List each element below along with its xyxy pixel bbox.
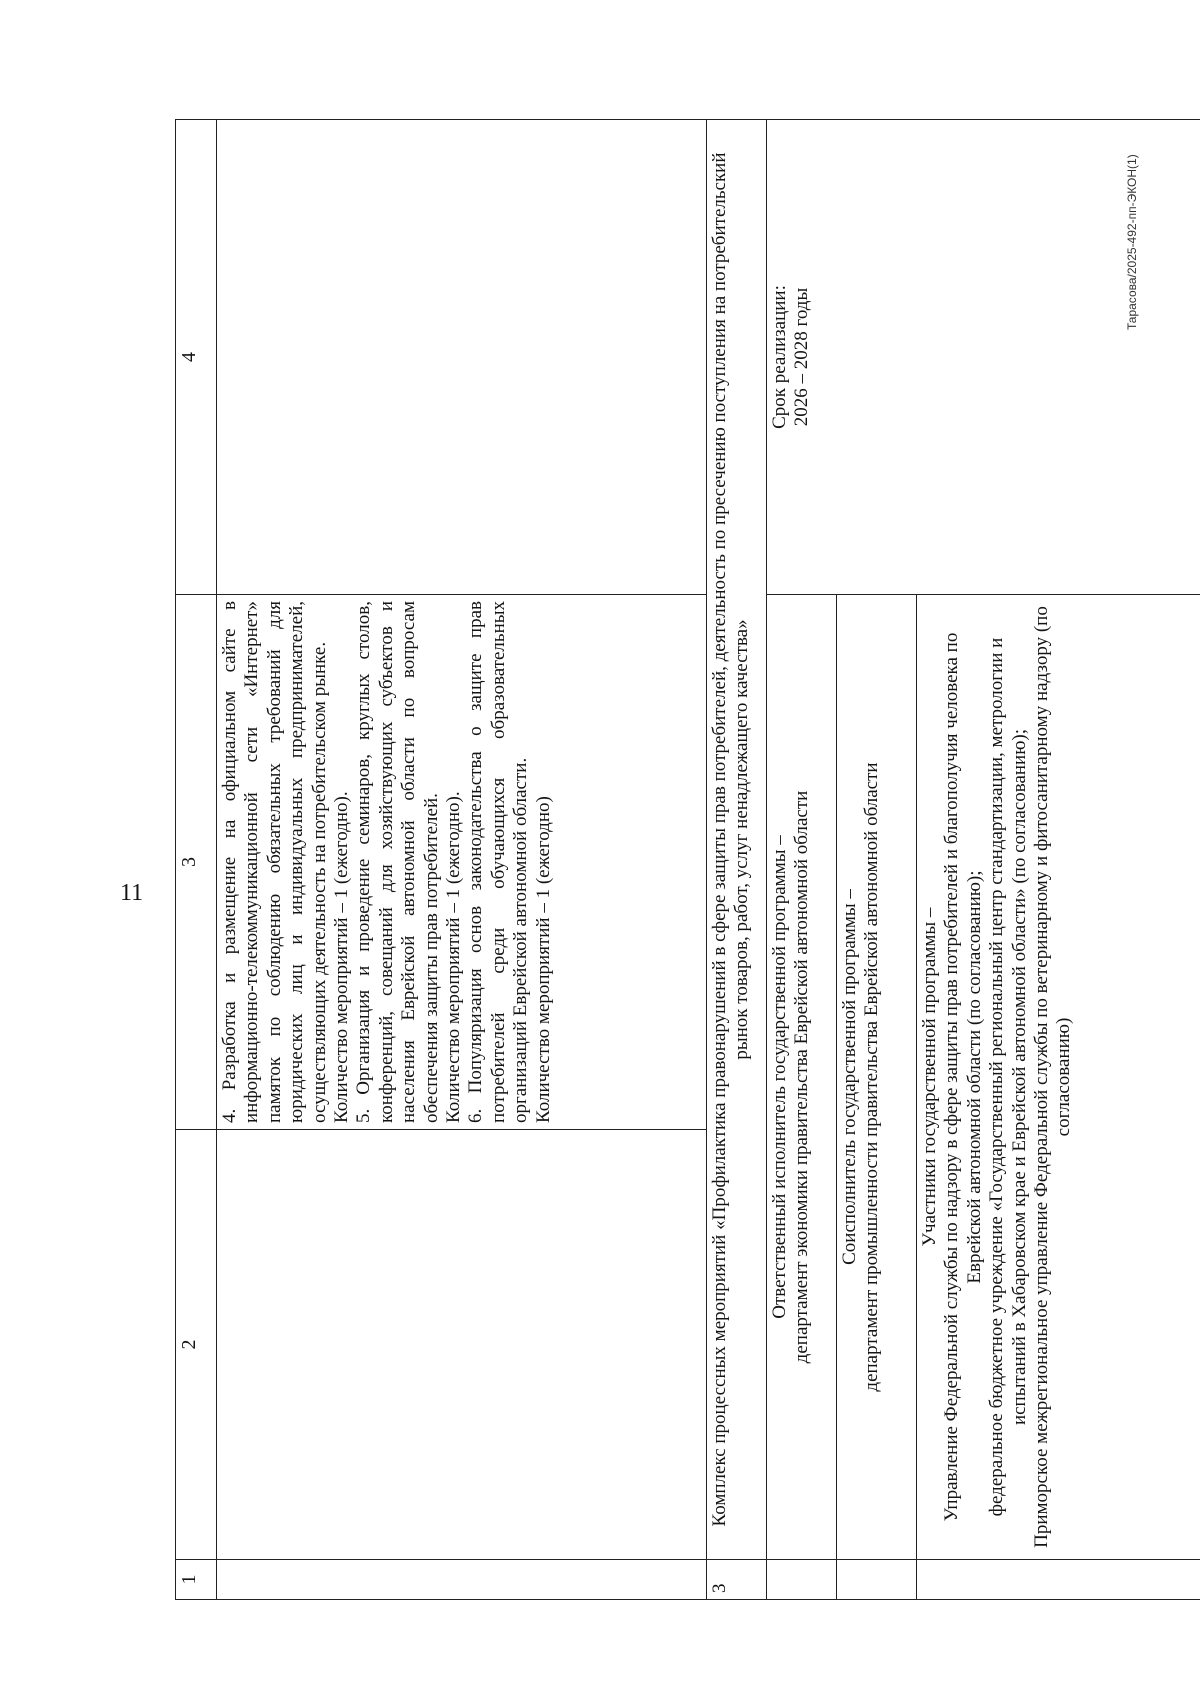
- measure-4: 4. Разработка и размещение на официальном сайте в информационно-телекоммуникационной сети «Интернет» памяток по соблюдению обязательных требований для юридических лиц и индивидуальных предпринимателей, осуществляющих деятельность на потребительском рынке.: [219, 601, 330, 1123]
- responsible-body: департамент экономики правительства Еврейской автономной области: [791, 790, 813, 1364]
- complex-row: [707, 120, 767, 1600]
- term-value: 2026 – 2028 годы: [791, 287, 813, 427]
- participants-num-cell: [917, 1560, 1200, 1600]
- measure-4-count: Количество мероприятий – 1 (ежегодно).: [331, 791, 353, 1123]
- coexecutor-heading: Соисполнитель государственной программы –: [839, 889, 860, 1265]
- term-heading: Срок реализации:: [769, 285, 790, 429]
- rotated-table-container: [175, 120, 1200, 1600]
- complex-num: 3: [707, 1560, 767, 1600]
- coexecutor-cell: [837, 595, 917, 1560]
- col-header-2: 2: [176, 1130, 217, 1560]
- coexecutor-num-cell: [837, 1560, 917, 1600]
- page-number: 11: [120, 880, 144, 906]
- measures-name-cell: [217, 1130, 707, 1560]
- measure-6: 6. Популяризация основ законодательства о защите прав потребителей среди обучающихся образовательных организаций Еврейской автономной области.: [465, 601, 532, 1123]
- responsible-num-cell: [767, 1560, 837, 1600]
- responsible-cell: [767, 595, 837, 1560]
- responsible-row: [767, 120, 837, 1600]
- document-code: Тарасова/2025-492-пп-ЭКОН(1): [1125, 154, 1139, 330]
- participants-heading: Участники государственной программы –: [919, 907, 940, 1247]
- measure-6-count: Количество мероприятий – 1 (ежегодно): [532, 796, 554, 1123]
- header-row: [176, 120, 217, 1600]
- col-header-1: 1: [176, 1560, 217, 1600]
- participant-1: Управление Федеральной службы по надзору в сфере защиты прав потребителей и благополучия человека по Еврейской автономной области (по согласованию);: [941, 632, 985, 1522]
- measures-num-cell: [217, 1560, 707, 1600]
- participant-3: Приморское межрегиональное управление Федеральной службы по ветеринарному и фитосанитарному надзору (по согласованию): [1031, 606, 1075, 1548]
- coexecutor-body: департамент промышленности правительства Еврейской автономной области: [861, 762, 883, 1392]
- col-header-4: 4: [176, 120, 217, 595]
- measures-col4-cell: [217, 120, 707, 595]
- col-header-3: 3: [176, 595, 217, 1130]
- participants-cell: [917, 595, 1200, 1560]
- complex-title: Комплекс процессных мероприятий «Профилактика правонарушений в сфере защиты прав потребителей, деятельность по пресечению поступления на потребительский рынок товаров, работ, услуг ненадлежащего качества»: [707, 120, 767, 1560]
- measures-cell: [217, 595, 707, 1130]
- responsible-heading: Ответственный исполнитель государственной программы –: [769, 835, 790, 1319]
- measures-row: [217, 120, 707, 1600]
- measure-5-count: Количество мероприятий – 1 (ежегодно).: [443, 791, 465, 1123]
- program-table: [175, 119, 1200, 1600]
- measure-5: 5. Организация и проведение семинаров, круглых столов, конференций, совещаний для хозяйствующих субъектов и населения Еврейской автономной области по вопросам обеспечения защиты прав потребителей.: [353, 601, 442, 1123]
- participant-2: федеральное бюджетное учреждение «Государственный региональный центр стандартизации, метрологии и испытаний в Хабаровском крае и Еврейской автономной области» (по согласованию);: [986, 637, 1030, 1517]
